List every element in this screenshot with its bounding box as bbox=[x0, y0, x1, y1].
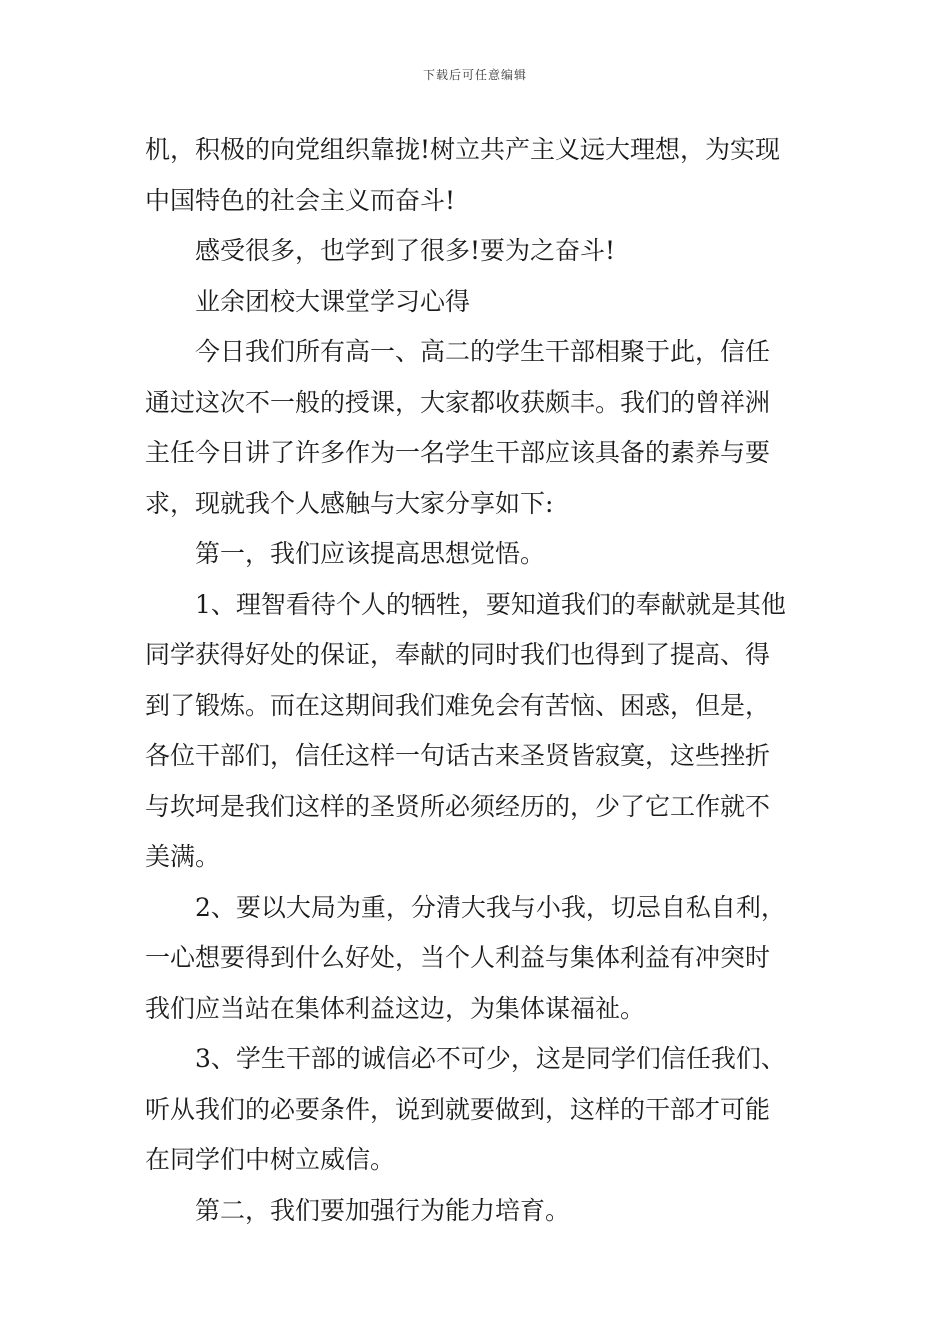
text-line: 在同学们中树立威信。 bbox=[145, 1145, 396, 1174]
text-line: 美满。 bbox=[145, 842, 221, 871]
text-line: 我们应当站在集体利益这边，为集体谋福祉。 bbox=[145, 993, 646, 1023]
text-line: 与坎坷是我们这样的圣贤所必须经历的，少了它工作就不 bbox=[145, 791, 771, 821]
text-line: 3、学生干部的诚信必不可少，这是同学们信任我们、 bbox=[195, 1044, 786, 1073]
section-title: 业余团校大课堂学习心得 bbox=[195, 286, 471, 316]
text-line: 2、要以大局为重，分清大我与小我，切忌自私自利， bbox=[195, 892, 786, 922]
text-line: 一心想要得到什么好处，当个人利益与集体利益有冲突时 bbox=[145, 943, 771, 972]
text-line: 到了锻炼。而在这期间我们难免会有苦恼、困惑，但是， bbox=[145, 690, 771, 720]
page-header-note: 下载后可任意编辑 bbox=[422, 68, 527, 82]
document-body bbox=[145, 125, 810, 1236]
text-line: 各位干部们，信任这样一句话古来圣贤皆寂寞，这些挫折 bbox=[145, 741, 771, 770]
text-line: 感受很多，也学到了很多!要为之奋斗! bbox=[195, 236, 616, 265]
text-line: 通过这次不一般的授课，大家都收获颇丰。我们的曾祥洲 bbox=[145, 387, 771, 417]
text-line: 今日我们所有高一、高二的学生干部相聚于此，信任 bbox=[195, 337, 771, 366]
text-line: 机，积极的向党组织靠拢!树立共产主义远大理想，为实现 bbox=[145, 135, 781, 164]
text-line: 听从我们的必要条件，说到就要做到，这样的干部才可能 bbox=[145, 1094, 771, 1124]
text-line: 中国特色的社会主义而奋斗! bbox=[145, 185, 456, 215]
text-line: 求，现就我个人感触与大家分享如下: bbox=[145, 488, 554, 518]
text-line: 主任今日讲了许多作为一名学生干部应该具备的素养与要 bbox=[145, 438, 771, 467]
point-heading: 第二，我们要加强行为能力培育。 bbox=[195, 1195, 571, 1225]
point-heading: 第一，我们应该提高思想觉悟。 bbox=[195, 539, 546, 568]
text-line: 1、理智看待个人的牺牲，要知道我们的奉献就是其他 bbox=[195, 589, 786, 619]
text-line: 同学获得好处的保证，奉献的同时我们也得到了提高、得 bbox=[145, 640, 771, 669]
